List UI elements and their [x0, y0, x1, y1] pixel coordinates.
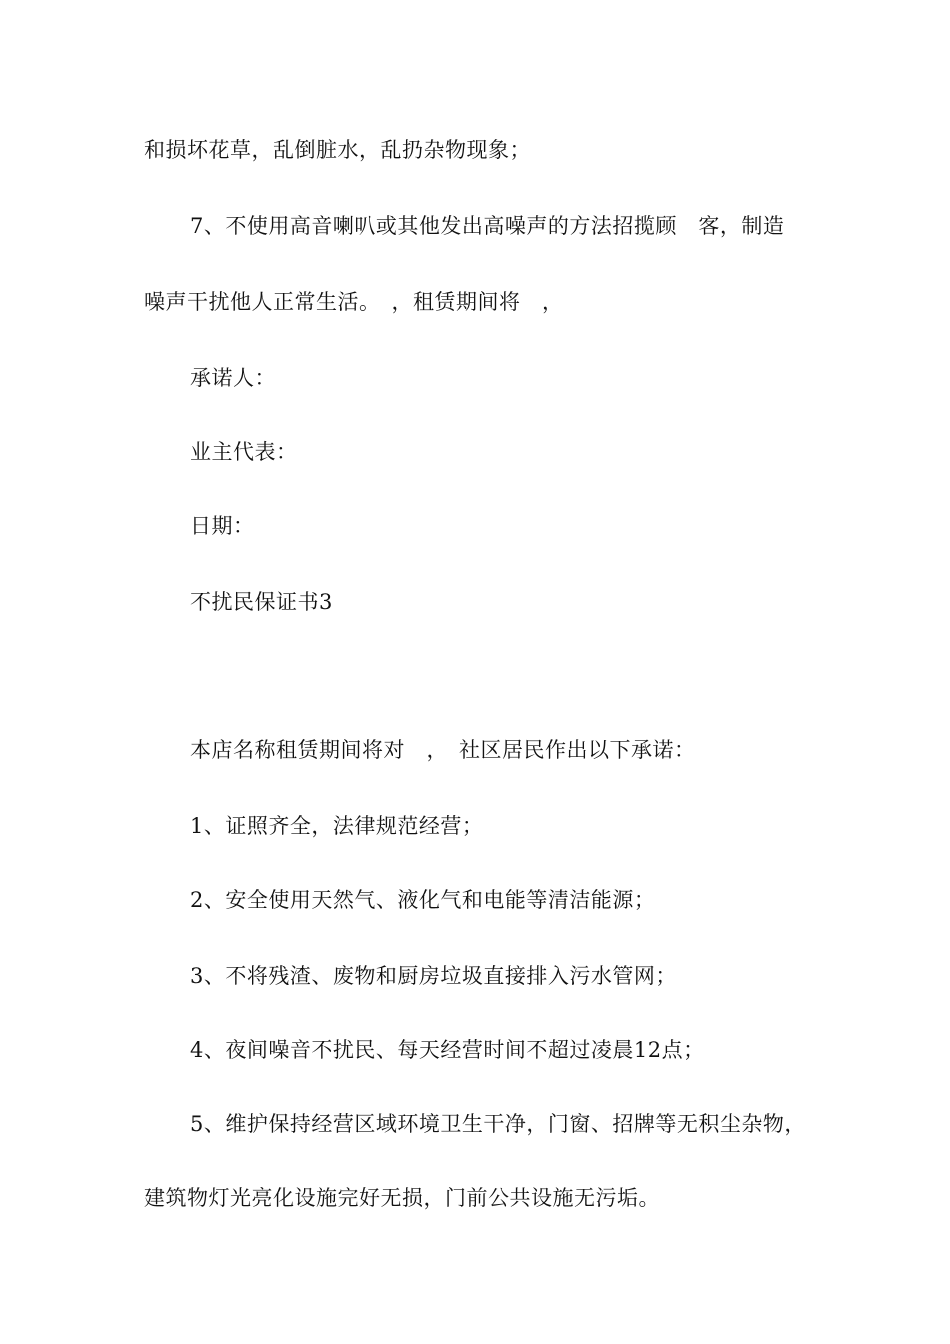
- promisor-label: 承诺人：: [190, 366, 276, 390]
- date-label: 日期：: [190, 514, 255, 538]
- list-item-5-continuation: 建筑物灯光亮化设施完好无损，门前公共设施无污垢。: [144, 1186, 660, 1210]
- list-item-7: 7、不使用高音喇叭或其他发出高噪声的方法招揽顾 客，制造: [190, 214, 785, 238]
- list-item-2: 2、安全使用天然气、液化气和电能等清洁能源；: [190, 888, 656, 912]
- list-item-1: 1、证照齐全，法律规范经营；: [190, 814, 484, 838]
- section-title: 不扰民保证书3: [190, 590, 333, 614]
- owner-representative-label: 业主代表：: [190, 440, 298, 464]
- paragraph-continuation: 和损坏花草，乱倒脏水，乱扔杂物现象；: [144, 138, 531, 162]
- list-item-3: 3、不将残渣、废物和厨房垃圾直接排入污水管网；: [190, 964, 677, 988]
- list-item-4: 4、夜间噪音不扰民、每天经营时间不超过凌晨12点；: [190, 1038, 705, 1062]
- intro-paragraph: 本店名称租赁期间将对 ， 社区居民作出以下承诺：: [190, 738, 696, 762]
- list-item-5: 5、维护保持经营区域环境卫生干净，门窗、招牌等无积尘杂物，: [190, 1112, 806, 1136]
- list-item-7-continuation: 噪声干扰他人正常生活。 ，租赁期间将 ，: [144, 290, 564, 314]
